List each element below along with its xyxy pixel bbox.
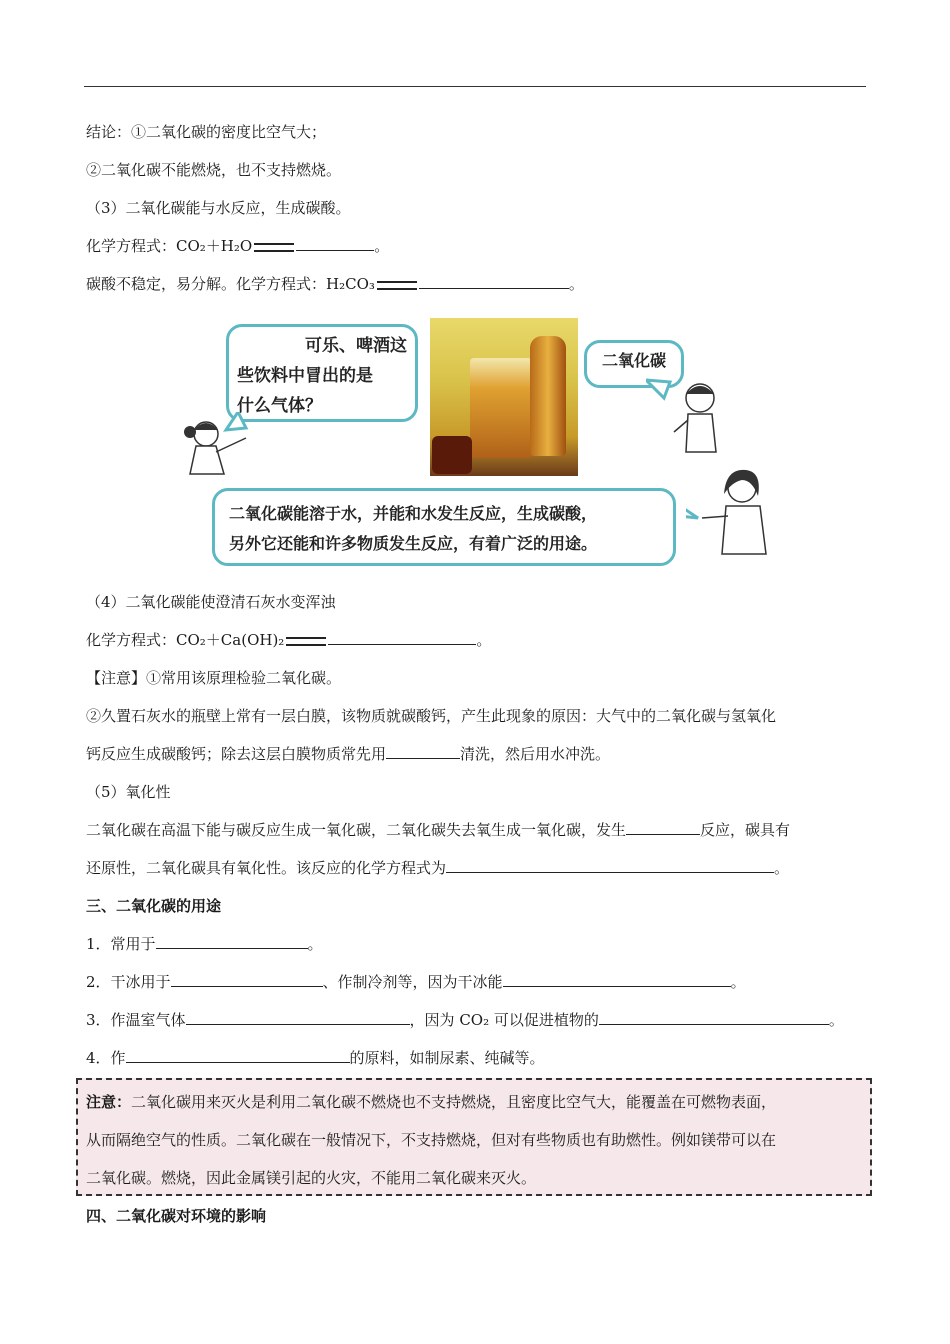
answer-blank	[446, 858, 774, 873]
text-segment: 反应，碳具有	[700, 821, 791, 839]
equation-1-suffix: 。	[374, 237, 390, 255]
question-line: 什么气体？	[237, 396, 322, 416]
answer-blank	[156, 934, 308, 949]
item-5-title: （5）氧化性	[86, 783, 171, 801]
header-rule	[84, 86, 866, 87]
boy-cartoon-icon	[646, 372, 736, 462]
text-segment: 还原性，二氧化碳具有氧化性。该反应的化学方程式为	[86, 859, 447, 877]
beer-bottle	[530, 336, 566, 456]
equation-1-prefix: 化学方程式：	[86, 237, 177, 255]
answer-blank	[296, 236, 374, 251]
equals-sign	[377, 281, 417, 290]
oxidation-line-2	[86, 858, 789, 878]
equation-2-formula: H₂CO₃	[326, 275, 375, 293]
girl-cartoon-icon	[176, 412, 256, 482]
equals-sign	[286, 637, 326, 646]
text-segment: 。	[828, 1011, 844, 1029]
attention-line-1	[86, 1092, 776, 1112]
equation-2	[86, 274, 584, 294]
item-4-title: （4）二氧化碳能使澄清石灰水变浑浊	[86, 593, 336, 611]
text-segment: 4．作	[86, 1049, 126, 1067]
text-segment: ，因为 CO₂ 可以促进植物的	[409, 1011, 599, 1029]
answer-blank	[503, 972, 731, 987]
attention-line-3: 二氧化碳。燃烧，因此金属镁引起的火灾，不能用二氧化碳来灭火。	[86, 1169, 537, 1187]
answer-blank	[626, 820, 700, 835]
text-segment: 二氧化碳在高温下能与碳反应生成一氧化碳，二氧化碳失去氧生成一氧化碳，发生	[86, 821, 627, 839]
beverage-photo	[430, 318, 578, 476]
text-segment: 二氧化碳用来灭火是利用二氧化碳不燃烧也不支持燃烧，且密度比空气大，能覆盖在可燃物表面，	[131, 1093, 777, 1111]
teacher-bubble	[212, 488, 676, 566]
item-3-title: （3）二氧化碳能与水反应，生成碳酸。	[86, 199, 351, 217]
answer-bubble: 二氧化碳	[584, 340, 684, 388]
equation-3-formula: CO₂＋Ca(OH)₂	[176, 631, 285, 649]
equation-2-suffix: 。	[568, 275, 584, 293]
answer-blank	[171, 972, 323, 987]
teacher-cartoon-icon	[686, 466, 776, 556]
text-segment: 3．作温室气体	[86, 1011, 186, 1029]
note-1: 【注意】①常用该原理检验二氧化碳。	[86, 669, 342, 687]
cola-can	[432, 436, 472, 474]
use-2	[86, 972, 746, 992]
equation-3-suffix: 。	[476, 631, 492, 649]
teacher-line: 另外它还能和许多物质发生反应，有着广泛的用途。	[229, 534, 598, 553]
text-segment: 的原料，如制尿素、纯碱等。	[349, 1049, 545, 1067]
equals-sign	[254, 243, 294, 252]
answer-blank	[186, 1010, 410, 1025]
attention-box	[76, 1078, 872, 1196]
equation-3-prefix: 化学方程式：	[86, 631, 177, 649]
answer-blank	[419, 274, 569, 289]
answer-blank	[328, 630, 476, 645]
text-segment: 。	[307, 935, 323, 953]
text-segment: 。	[774, 859, 790, 877]
oxidation-line-1	[86, 820, 790, 840]
conclusion-line-1: 结论：①二氧化碳的密度比空气大；	[86, 123, 327, 141]
question-line: 可乐、啤酒这	[305, 336, 407, 356]
attention-line-2: 从而隔绝空气的性质。二氧化碳在一般情况下，不支持燃烧，但对有些物质也有助燃性。例如镁带可以在	[86, 1131, 777, 1149]
beer-glass	[470, 358, 532, 458]
use-1	[86, 934, 323, 954]
section-4-title: 四、二氧化碳对环境的影响	[86, 1207, 267, 1225]
text-segment: 。	[730, 973, 746, 991]
note-2-line-1: ②久置石灰水的瓶壁上常有一层白膜，该物质就碳酸钙，产生此现象的原因：大气中的二氧化碳与氢氧化	[86, 707, 777, 725]
question-bubble	[226, 324, 418, 422]
note-2-line-2	[86, 744, 610, 764]
section-3-title: 三、二氧化碳的用途	[86, 897, 222, 915]
use-4	[86, 1048, 545, 1068]
answer-blank	[386, 744, 460, 759]
answer-blank	[599, 1010, 829, 1025]
text-segment: 、作制冷剂等，因为干冰能	[322, 973, 503, 991]
text-segment: 钙反应生成碳酸钙；除去这层白膜物质常先用	[86, 745, 387, 763]
equation-2-prefix: 碳酸不稳定，易分解。化学方程式：	[86, 275, 327, 293]
answer-blank	[126, 1048, 350, 1063]
text-segment: 清洗，然后用水冲洗。	[460, 745, 611, 763]
illustration	[176, 316, 776, 576]
conclusion-line-2: ②二氧化碳不能燃烧，也不支持燃烧。	[86, 161, 342, 179]
equation-1-formula: CO₂＋H₂O	[176, 237, 253, 255]
use-3	[86, 1010, 844, 1030]
equation-3	[86, 630, 491, 650]
text-segment: 1．常用于	[86, 935, 156, 953]
attention-label: 注意：	[86, 1093, 132, 1111]
text-segment: 2．干冰用于	[86, 973, 171, 991]
teacher-line: 二氧化碳能溶于水，并能和水发生反应，生成碳酸，	[229, 504, 598, 523]
equation-1	[86, 236, 389, 256]
question-line: 些饮料中冒出的是	[237, 366, 373, 386]
